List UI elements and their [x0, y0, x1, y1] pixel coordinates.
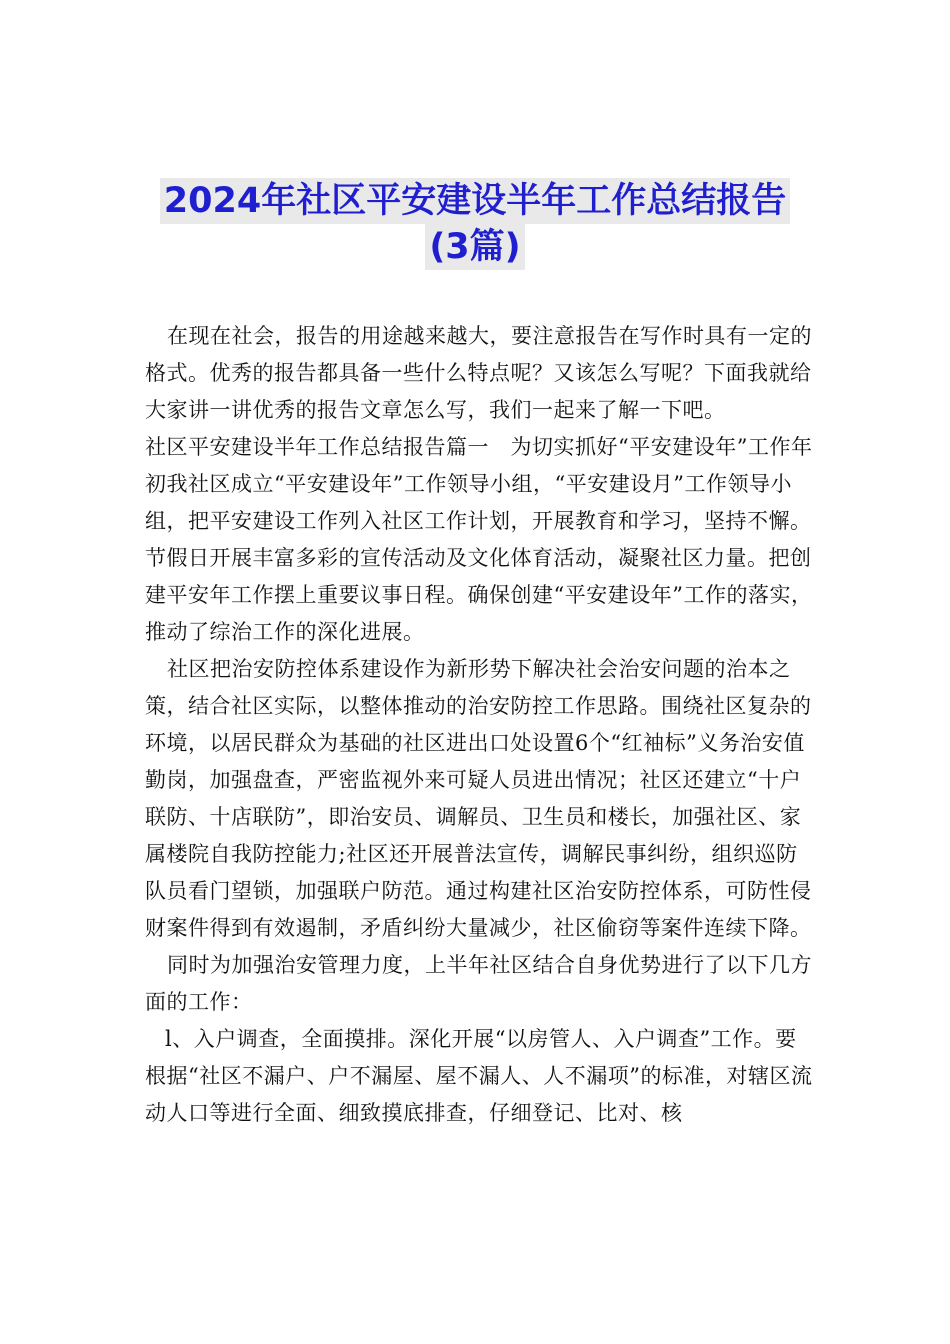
security-system-paragraph: 社区把治安防控体系建设作为新形势下解决社会治安问题的治本之策，结合社区实际，以整体推动的治安防控工作思路。围绕社区复杂的环境，以居民群众为基础的社区进出口处设置6个“红袖标”义务治安值勤岗，加强盘查，严密监视外来可疑人员进出情况；社区还建立“十户联防、十店联防”，即治安员、调解员、卫生员和楼长，加强社区、家属楼院自我防控能力;社区还开展普法宣传，调解民事纠纷，组织巡防队员看门望锁，加强联户防范。通过构建社区治安防控体系，可防性侵财案件得到有效遏制，矛盾纠纷大量减少，社区偷窃等案件连续下降。: [145, 657, 812, 940]
title-line-1: 2024年社区平安建设半年工作总结报告: [160, 178, 790, 224]
section-one-paragraph: 社区平安建设半年工作总结报告篇一 为切实抓好“平安建设年”工作年初我社区成立“平安建设年”工作领导小组，“平安建设月”工作领导小组，把平安建设工作列入社区工作计划，开展教育和学习，坚持不懈。节假日开展丰富多彩的宣传活动及文化体育活动，凝聚社区力量。把创建平安年工作摆上重要议事日程。确保创建“平安建设年”工作的落实，推动了综治工作的深化进展。: [145, 435, 813, 644]
document-title: [0, 178, 950, 270]
document-body: [145, 318, 815, 1132]
intro-paragraph: 在现在社会，报告的用途越来越大，要注意报告在写作时具有一定的格式。优秀的报告都具备一些什么特点呢？又该怎么写呢？下面我就给大家讲一讲优秀的报告文章怎么写，我们一起来了解一下吧。: [145, 324, 812, 422]
work-intro-paragraph: 同时为加强治安管理力度，上半年社区结合自身优势进行了以下几方面的工作：: [145, 953, 812, 1014]
work-item-1: l、入户调查，全面摸排。深化开展“以房管人、入户调查”工作。要根据“社区不漏户、户不漏屋、屋不漏人、人不漏项”的标准，对辖区流动人口等进行全面、细致摸底排查，仔细登记、比对、核: [145, 1027, 813, 1125]
title-line-2: (3篇): [425, 224, 524, 270]
